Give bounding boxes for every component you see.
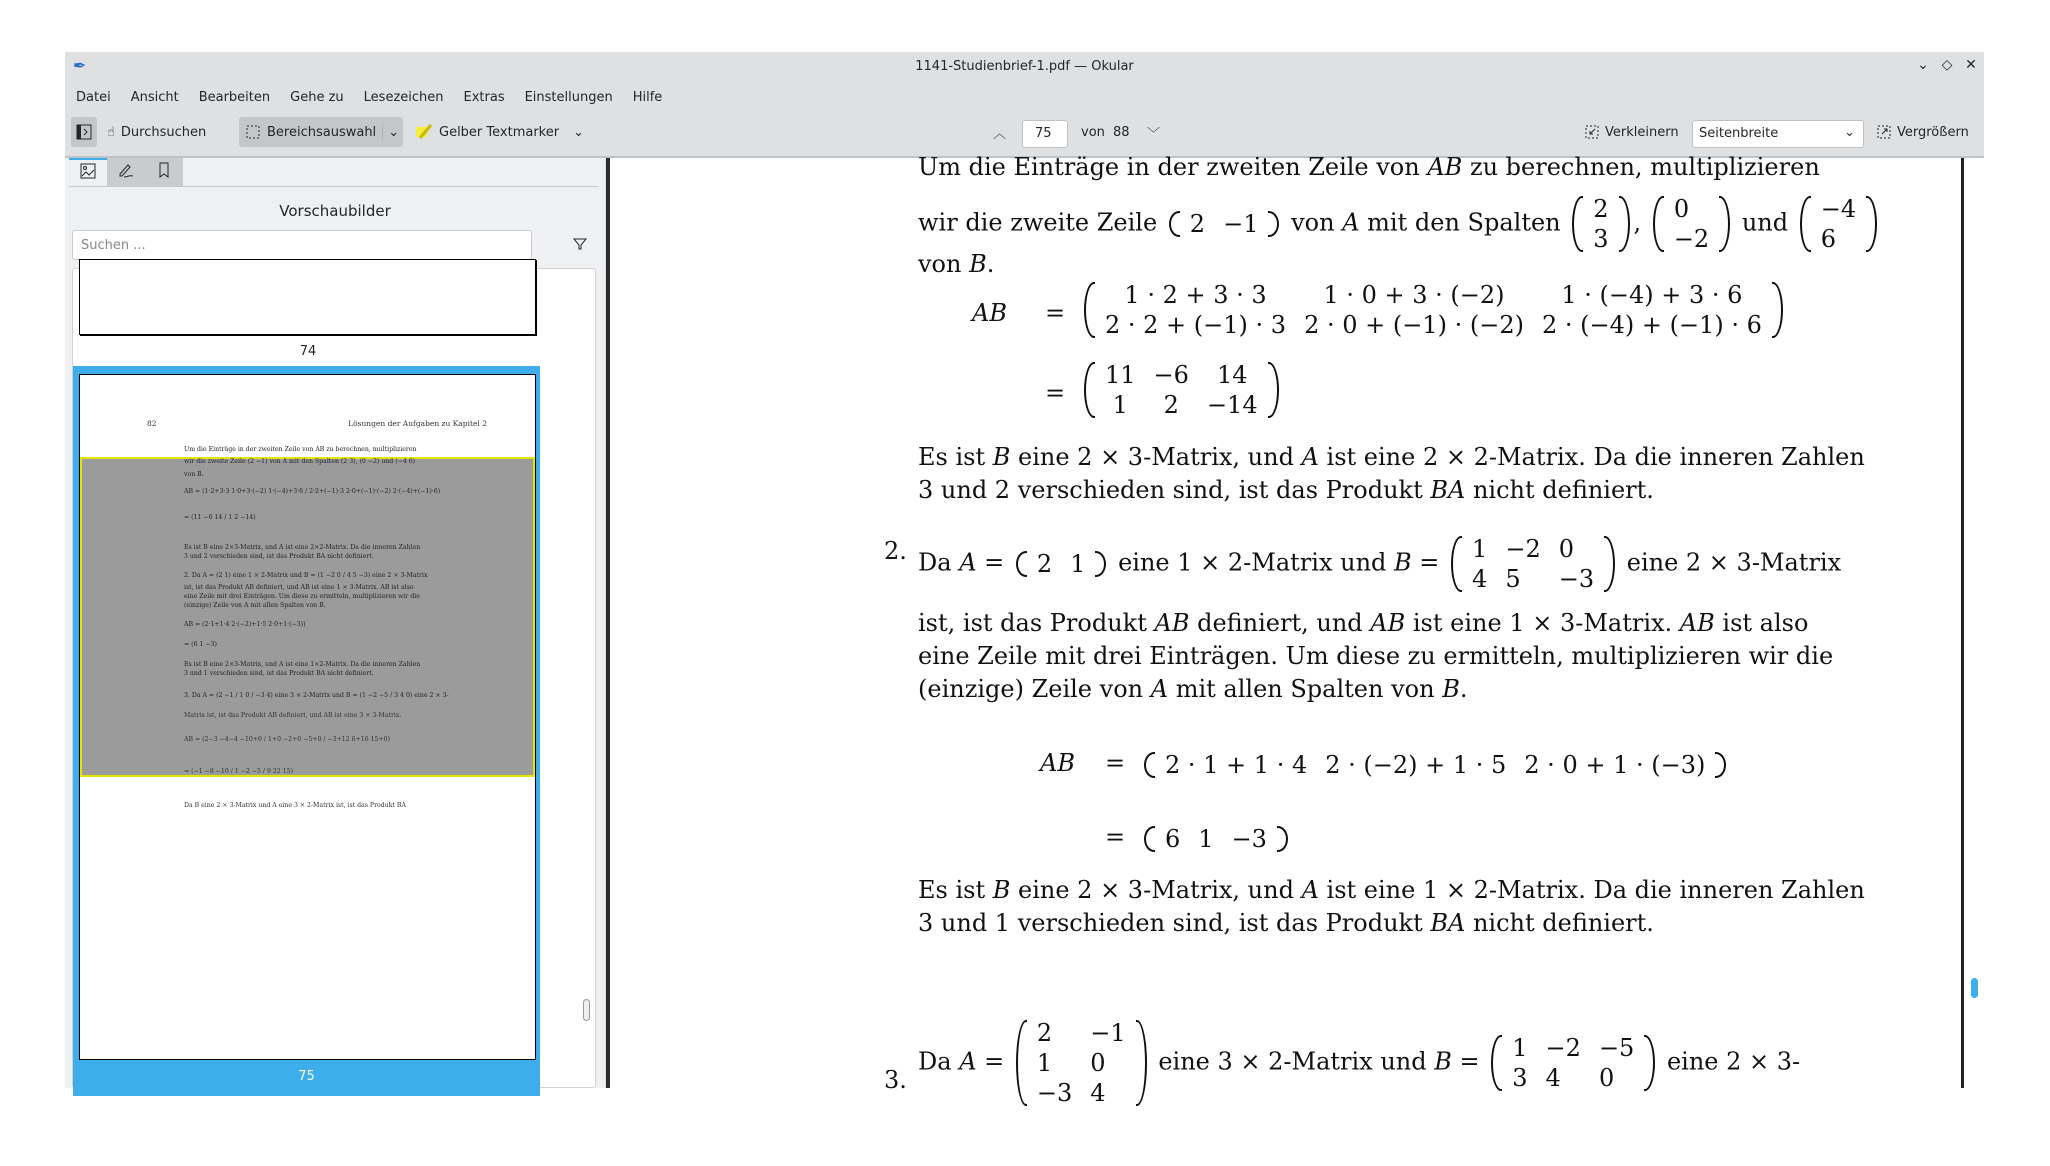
text-segment: und: [1734, 208, 1796, 237]
visible-area-highlight[interactable]: [80, 457, 535, 777]
thumbnail-list: [72, 268, 596, 1088]
text-line: [918, 194, 1857, 254]
text-segment: ist also: [1714, 609, 1809, 637]
math-variable: AB: [1154, 609, 1190, 637]
equals-sign: =: [1105, 749, 1126, 777]
area-selection-label: Bereichsauswahl: [267, 124, 377, 140]
pen-icon: [117, 162, 135, 182]
tab-bookmarks[interactable]: [145, 158, 183, 186]
text-segment: eine 2 × 3-Matrix, und: [1010, 876, 1302, 904]
matrix-cell: 2: [1593, 195, 1609, 223]
matrix-cell: 3: [1512, 1064, 1528, 1092]
text-line: [918, 672, 1590, 706]
text-line: [918, 606, 1809, 640]
math-variable: AB: [1370, 609, 1406, 637]
matrix-cell: 1: [1070, 550, 1086, 578]
zoom-mode-select[interactable]: [1692, 120, 1864, 148]
filter-icon[interactable]: [573, 236, 587, 255]
text-line: [918, 473, 1654, 507]
text-segment: Es ist: [918, 876, 993, 904]
math-variable: BA: [1430, 476, 1466, 504]
matrix-cell: 3: [1593, 225, 1609, 253]
thumb-page-number: 82: [147, 419, 157, 428]
menu-hilfe[interactable]: Hilfe: [632, 90, 663, 105]
thumb-header: Lösungen der Aufgaben zu Kapitel 2: [348, 419, 487, 428]
matrix-cell: 0: [1090, 1049, 1106, 1077]
sidebar: [65, 158, 605, 1088]
zoom-in-button[interactable]: [1871, 117, 1975, 147]
chevron-down-icon[interactable]: ⌄: [382, 125, 399, 140]
matrix-cell: 1: [1036, 1049, 1053, 1077]
math-variable: B: [1442, 675, 1460, 703]
text-segment: ist eine 2 × 2-Matrix. Da die inneren Zahlen: [1318, 443, 1865, 471]
matrix-cell: 2 · (−2) + 1 · 5: [1325, 750, 1507, 779]
thumbnail-label-74: 74: [299, 344, 317, 359]
zoom-out-button[interactable]: [1579, 117, 1685, 147]
tab-divider: [69, 186, 599, 187]
math-variable: A: [1301, 443, 1319, 471]
chevron-down-icon[interactable]: ⌄: [573, 124, 584, 140]
matrix-cell: −1: [1223, 210, 1259, 238]
matrix-cell: 2 · 1 + 1 · 4: [1165, 750, 1308, 779]
matrix-cell: 2: [1036, 550, 1053, 578]
text-line: [918, 534, 1842, 594]
highlighter-label: Gelber Textmarker: [439, 124, 560, 140]
matrix: [1144, 750, 1726, 780]
list-number: 2.: [884, 537, 907, 565]
toggle-sidebar-button[interactable]: [71, 117, 97, 147]
matrix-cell: −3: [1558, 565, 1595, 593]
text-line: [918, 906, 1654, 940]
thumbnail-text-line: = (6 1 −3): [184, 641, 217, 648]
area-selection-button[interactable]: [239, 117, 403, 147]
thumbnail-text-line: 3. Da A = (2 −1 / 1 0 / −3 4) eine 3 × 2-Matrix und B = (1 −2 −5 / 3 4 0) eine 2 × 3-: [184, 692, 449, 699]
text-line: [918, 247, 1590, 281]
chevron-down-icon: ﹀: [1147, 126, 1161, 142]
math-variable: A: [1342, 208, 1360, 237]
minimize-button[interactable]: ⌄: [1917, 57, 1929, 73]
matrix-cell: 2: [1036, 1019, 1053, 1047]
sidebar-toggle-icon: [76, 124, 92, 140]
list-number: 3.: [884, 1066, 907, 1094]
thumbnail-label-75: 75: [298, 1069, 315, 1084]
text-segment: Da: [918, 1047, 960, 1076]
matrix-cell: 5: [1505, 565, 1521, 593]
selection-rectangle-icon: [245, 124, 261, 140]
thumbnail-text-line: AB = (1·2+3·3 1·0+3·(−2) 1·(−4)+3·6 / 2·2+(−1)·3 2·0+(−1)·(−2) 2·(−4)+(−1)·6): [184, 488, 441, 495]
menu-lesezeichen[interactable]: Lesezeichen: [363, 90, 444, 105]
thumbnail-search-input[interactable]: Suchen ...: [72, 230, 532, 260]
highlighter-icon: [415, 123, 433, 141]
text-segment: ,: [1633, 208, 1649, 237]
thumbnail-text-line: ist, ist das Produkt AB definiert, und AB ist eine 1 × 3-Matrix. AB ist also: [184, 584, 414, 591]
matrix-cell: 0: [1598, 1064, 1615, 1092]
matrix-cell: 2: [1163, 391, 1179, 419]
matrix: [1144, 824, 1288, 854]
menu-bar: [65, 86, 672, 112]
text-segment: =: [976, 1047, 1012, 1076]
equation-lhs: AB: [1040, 749, 1075, 777]
text-segment: =: [1451, 1047, 1488, 1076]
document-scrollbar[interactable]: [1971, 978, 1978, 998]
text-segment: eine 2 × 3-Matrix: [1619, 548, 1842, 577]
thumbnail-text-line: AB = (2−3 −4−4 −10+0 / 1+0 −2+0 −5+0 / −3+12 6+16 15+0): [184, 736, 390, 743]
chevron-down-icon: ⌄: [1844, 125, 1855, 140]
menu-einstellungen[interactable]: Einstellungen: [524, 90, 613, 105]
text-segment: eine 3 × 2-Matrix und: [1150, 1047, 1435, 1076]
matrix: [1451, 534, 1615, 594]
math-variable: B: [992, 443, 1011, 471]
menu-datei[interactable]: Datei: [76, 90, 111, 105]
text-segment: zu berechnen, multiplizieren: [1462, 153, 1820, 181]
math-variable: B: [969, 250, 987, 278]
matrix-cell: 2 · 0 + 1 · (−3): [1524, 750, 1706, 779]
text-segment: ist eine 1 × 3-Matrix.: [1405, 609, 1680, 637]
matrix-cell: −4: [1820, 195, 1857, 223]
okular-window: [65, 52, 1984, 1107]
text-segment: nicht definiert.: [1465, 909, 1654, 937]
matrix: [1169, 209, 1280, 239]
previous-page-button[interactable]: [987, 117, 1012, 147]
matrix-cell: 6: [1165, 824, 1181, 853]
matrix-cell: 1: [1472, 535, 1488, 563]
text-segment: von: [1283, 208, 1343, 237]
text-segment: von: [918, 250, 970, 278]
matrix-expression: [1080, 280, 1787, 340]
math-variable: B: [992, 876, 1011, 904]
thumbnail-text-line: (einzige) Zeile von A mit allen Spalten von B.: [184, 602, 326, 609]
sidebar-title: Vorschaubilder: [279, 202, 391, 220]
equation-lhs: AB: [972, 299, 1007, 327]
page-of-label: von: [1081, 124, 1105, 140]
math-variable: A: [959, 1047, 977, 1076]
text-segment: =: [1411, 548, 1448, 577]
matrix-cell: 4: [1090, 1079, 1106, 1107]
document-view[interactable]: [610, 153, 1984, 1107]
text-segment: nicht definiert.: [1465, 476, 1654, 504]
text-segment: Es ist: [918, 443, 993, 471]
text-segment: mit allen Spalten von: [1168, 675, 1443, 703]
tab-annotations[interactable]: [107, 158, 145, 186]
page-total: 88: [1113, 124, 1130, 140]
thumbnail-text-line: von B.: [184, 471, 204, 478]
thumbnail-page-74[interactable]: [79, 259, 536, 335]
equals-sign: =: [1105, 823, 1126, 851]
matrix-cell: 1 · 2 + 3 · 3: [1124, 281, 1267, 309]
matrix: [1016, 549, 1107, 579]
window-title: 1141-Studienbrief-1.pdf — Okular: [915, 59, 1134, 74]
chevron-up-icon: ︿: [993, 126, 1007, 142]
matrix: [1491, 1033, 1655, 1093]
sidebar-tabs: [69, 158, 183, 186]
matrix: [1084, 280, 1783, 340]
matrix-cell: −1: [1090, 1019, 1126, 1047]
text-segment: ist eine 1 × 2-Matrix. Da die inneren Zahlen: [1318, 876, 1865, 904]
text-line: [918, 440, 1865, 474]
thumbnail-text-line: Es ist B eine 2×3-Matrix, und A ist eine 2×2-Matrix. Da die inneren Zahlen: [184, 544, 421, 551]
math-variable: AB: [1679, 609, 1715, 637]
matrix-cell: −2: [1505, 535, 1541, 563]
matrix: [1084, 360, 1279, 420]
zoom-out-label: Verkleinern: [1605, 124, 1679, 140]
close-button[interactable]: ✕: [1965, 57, 1977, 73]
main-toolbar: [65, 115, 1984, 153]
matrix-cell: 2 · (−4) + (−1) · 6: [1541, 311, 1762, 339]
highlighter-button[interactable]: [409, 117, 590, 147]
hand-icon: ☝: [107, 124, 115, 140]
matrix-expression: [1140, 746, 1730, 780]
menu-ansicht[interactable]: Ansicht: [130, 90, 179, 105]
text-segment: ist, ist das Produkt: [918, 609, 1155, 637]
text-segment: wir die zweite Zeile: [918, 208, 1165, 237]
text-segment: 3 und 2 verschieden sind, ist das Produkt: [918, 476, 1431, 504]
text-segment: eine 2 × 3-: [1659, 1047, 1801, 1076]
math-variable: BA: [1430, 909, 1466, 937]
matrix-cell: −2: [1673, 225, 1710, 253]
thumbnail-text-line: Da B eine 2 × 3-Matrix und A eine 3 × 2-Matrix ist, ist das Produkt BA: [184, 802, 406, 809]
math-variable: B: [1434, 1047, 1452, 1076]
maximize-button[interactable]: ◇: [1941, 57, 1953, 73]
text-line: [918, 639, 1834, 673]
matrix-cell: 1: [1512, 1034, 1528, 1062]
text-segment: definiert, und: [1189, 609, 1371, 637]
zoom-in-icon: [1877, 125, 1891, 139]
thumbnail-text-line: = (−1 −8 −10 / 1 −2 −5 / 9 22 15): [184, 768, 293, 775]
equals-sign: =: [1045, 299, 1066, 327]
matrix-cell: 14: [1216, 361, 1248, 389]
matrix-cell: 2 · 2 + (−1) · 3: [1105, 311, 1287, 339]
matrix-cell: 6: [1820, 225, 1837, 253]
text-segment: 3 und 1 verschieden sind, ist das Produkt: [918, 909, 1431, 937]
matrix-cell: −3: [1036, 1079, 1073, 1107]
text-line: [918, 873, 1865, 907]
text-line: [918, 150, 1820, 184]
okular-app-icon: ✒: [73, 56, 87, 75]
image-icon: [80, 163, 96, 183]
matrix-cell: −5: [1598, 1034, 1635, 1062]
matrix-cell: −3: [1231, 824, 1267, 853]
matrix-cell: 2 · 0 + (−1) · (−2): [1304, 311, 1524, 339]
math-variable: A: [1150, 675, 1169, 703]
matrix-cell: 1 · 0 + 3 · (−2): [1323, 281, 1505, 309]
text-segment: (einzige) Zeile von: [918, 675, 1151, 703]
matrix-cell: −14: [1206, 391, 1258, 419]
text-line: [918, 1018, 1801, 1108]
browse-tool-button[interactable]: [101, 117, 212, 147]
text-segment: eine Zeile mit drei Einträgen. Um diese zu ermitteln, multiplizieren wir die: [918, 642, 1834, 670]
matrix-cell: 1 · (−4) + 3 · 6: [1561, 281, 1743, 309]
text-segment: Da: [918, 548, 960, 577]
equals-sign: =: [1045, 379, 1066, 407]
matrix: [1800, 194, 1877, 254]
text-segment: mit den Spalten: [1359, 208, 1569, 237]
matrix-cell: 4: [1545, 1064, 1561, 1092]
thumbnail-text-line: 3 und 1 verschieden sind, ist das Produkt BA nicht definiert.: [184, 670, 374, 677]
zoom-in-label: Vergrößern: [1897, 124, 1969, 140]
math-variable: A: [1301, 876, 1319, 904]
title-bar: [65, 52, 1984, 82]
zoom-mode-value: Seitenbreite: [1699, 126, 1779, 141]
matrix-cell: 2: [1189, 210, 1206, 238]
thumbnail-text-line: 2. Da A = (2 1) eine 1 × 2-Matrix und B = (1 −2 0 / 4 5 −3) eine 2 × 3-Matrix: [184, 572, 428, 579]
page-number-input[interactable]: 75: [1022, 120, 1068, 148]
bookmark-icon: [157, 162, 171, 182]
thumbnail-page-75-selected[interactable]: [73, 366, 540, 1096]
matrix-cell: −6: [1153, 361, 1189, 389]
text-segment: eine 2 × 3-Matrix, und: [1010, 443, 1302, 471]
thumbnail-text-line: Matrix ist, ist das Produkt AB definiert, und AB ist eine 3 × 3-Matrix.: [184, 712, 402, 719]
text-segment: Um die Einträge in der zweiten Zeile von: [918, 153, 1428, 181]
matrix: [1572, 194, 1629, 254]
thumbnail-text-line: 3 und 2 verschieden sind, ist das Produkt BA nicht definiert.: [184, 553, 374, 560]
menu-extras[interactable]: Extras: [463, 90, 505, 105]
matrix-cell: 1: [1198, 824, 1214, 853]
matrix-cell: 0: [1558, 535, 1574, 563]
zoom-out-icon: [1585, 125, 1599, 139]
browse-label: Durchsuchen: [120, 124, 207, 140]
thumbnail-scrollbar[interactable]: [583, 999, 590, 1021]
matrix-result: [1140, 820, 1292, 854]
matrix-cell: 0: [1673, 195, 1690, 223]
menu-bearbeiten[interactable]: Bearbeiten: [198, 90, 271, 105]
matrix: [1016, 1018, 1147, 1108]
thumbnail-text-line: AB = (2·1+1·4 2·(−2)+1·5 2·0+1·(−3)): [184, 621, 306, 628]
page-edge: [1961, 158, 1964, 1088]
matrix-cell: 1: [1112, 391, 1128, 419]
text-segment: .: [1459, 675, 1468, 703]
thumbnail-text-line: Um die Einträge in der zweiten Zeile von AB zu berechnen, multiplizieren: [184, 446, 417, 453]
matrix: [1653, 194, 1730, 254]
math-variable: A: [959, 548, 977, 577]
matrix-cell: −2: [1545, 1034, 1581, 1062]
text-segment: .: [986, 250, 995, 278]
thumbnail-text-line: = (11 −6 14 / 1 2 −14): [184, 514, 256, 521]
next-page-button[interactable]: [1141, 117, 1166, 147]
matrix-result: [1080, 360, 1283, 420]
thumbnail-text-line: wir die zweite Zeile (2 −1) von A mit den Spalten (2 3), (0 −2) und (−4 6): [184, 458, 416, 465]
text-segment: =: [976, 548, 1012, 577]
thumbnail-page-75[interactable]: [79, 374, 536, 1060]
math-variable: B: [1394, 548, 1412, 577]
text-segment: eine 1 × 2-Matrix und: [1110, 548, 1395, 577]
matrix-cell: 11: [1105, 361, 1136, 389]
tab-thumbnails[interactable]: [69, 158, 107, 186]
menu-gehe-zu[interactable]: Gehe zu: [290, 90, 344, 105]
matrix-cell: 4: [1472, 565, 1488, 593]
thumbnail-text-line: Es ist B eine 2×3-Matrix, und A ist eine 1×2-Matrix. Da die inneren Zahlen: [184, 661, 421, 668]
thumbnail-text-line: eine Zeile mit drei Einträgen. Um diese zu ermitteln, multiplizieren wir die: [184, 593, 420, 600]
math-variable: AB: [1427, 153, 1463, 181]
